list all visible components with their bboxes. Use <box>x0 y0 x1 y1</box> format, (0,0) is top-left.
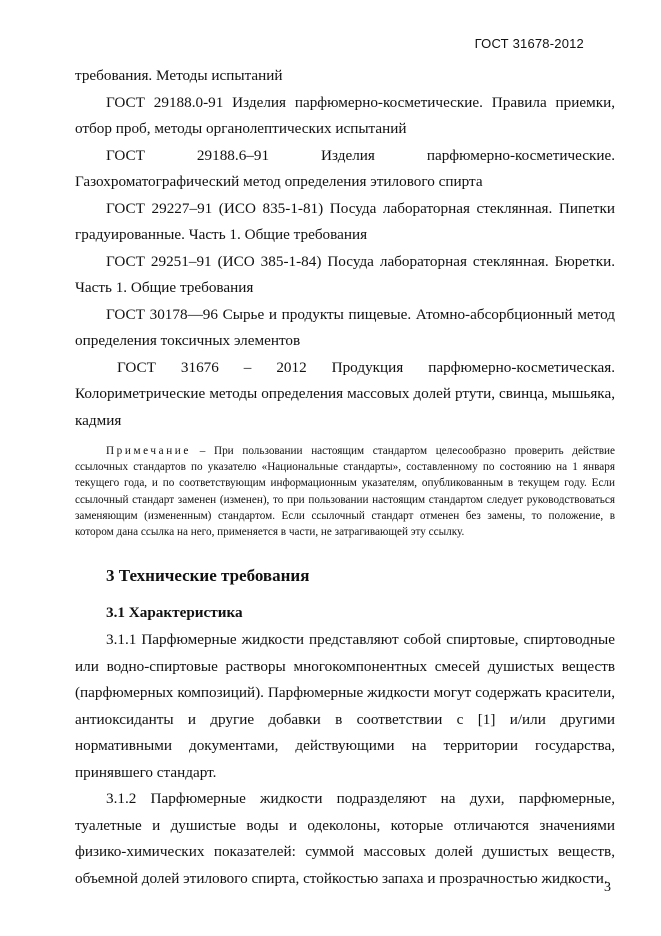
subsection-heading: 3.1 Характеристика <box>106 604 243 622</box>
reference-continuation: требования. Методы испытаний <box>75 67 283 84</box>
reference-item: ГОСТ 30178—96 Сырье и продукты пищевые. Атомно-абсорбционный метод определения токсичных элементов <box>75 305 615 349</box>
reference-item: ГОСТ 29227–91 (ИСО 835-1-81) Посуда лабораторная стеклянная. Пипетки градуированные. Часть 1. Общие требования <box>75 199 615 243</box>
note-block <box>75 443 615 540</box>
note-label: Примечание <box>106 445 191 457</box>
document-code-header: ГОСТ 31678-2012 <box>474 36 584 51</box>
section-paragraph: 3.1.1 Парфюмерные жидкости представляют собой спиртовые, спиртоводные или водно-спиртовые растворы многокомпонентных смесей душистых веществ (парфюмерных композиций). Парфюмерные жидкости могут содержать красители, антиоксиданты и другие добавки в соответствии с [1] и/или другими нормативными документами, действующими на территории государства, принявшего стандарт. <box>75 631 615 781</box>
reference-item: ГОСТ 29188.0-91 Изделия парфюмерно-косметические. Правила приемки, отбор проб, методы органолептических испытаний <box>75 93 615 137</box>
page-number: 3 <box>604 880 611 895</box>
note-text: – При пользовании настоящим стандартом целесообразно проверить действие ссылочных стандартов по указателю «Национальные стандарты», составленному по состоянию на 1 января текущего года, и по соответствующим информационным указателям, опубликованным в текущем году. Если ссылочный стандарт заменен (изменен), то при пользовании настоящим стандартом следует руководствоваться заменяющим (измененным) стандартом. Если ссылочный стандарт отменен без замены, то положение, в котором дана ссылка на него, применяется в части, не затрагивающей эту ссылку. <box>75 445 615 539</box>
section-paragraph: 3.1.2 Парфюмерные жидкости подразделяют на духи, парфюмерные, туалетные и душистые воды и одеколоны, которые отличаются значениями физико-химических показателей: суммой массовых долей душистых веществ, объемной долей этилового спирта, стойкостью запаха и прозрачностью жидкости. <box>75 790 615 887</box>
section-heading: 3 Технические требования <box>106 566 310 586</box>
reference-item: ГОСТ 31676 – 2012 Продукция парфюмерно-косметическая. Колориметрические методы определения массовых долей ртути, свинца, мышьяка, кадмия <box>75 358 615 429</box>
document-body <box>75 63 615 892</box>
reference-item: ГОСТ 29188.6–91 Изделия парфюмерно-косметические. Газохроматографический метод определения этилового спирта <box>75 146 615 190</box>
reference-item: ГОСТ 29251–91 (ИСО 385-1-84) Посуда лабораторная стеклянная. Бюретки. Часть 1. Общие требования <box>75 252 615 296</box>
